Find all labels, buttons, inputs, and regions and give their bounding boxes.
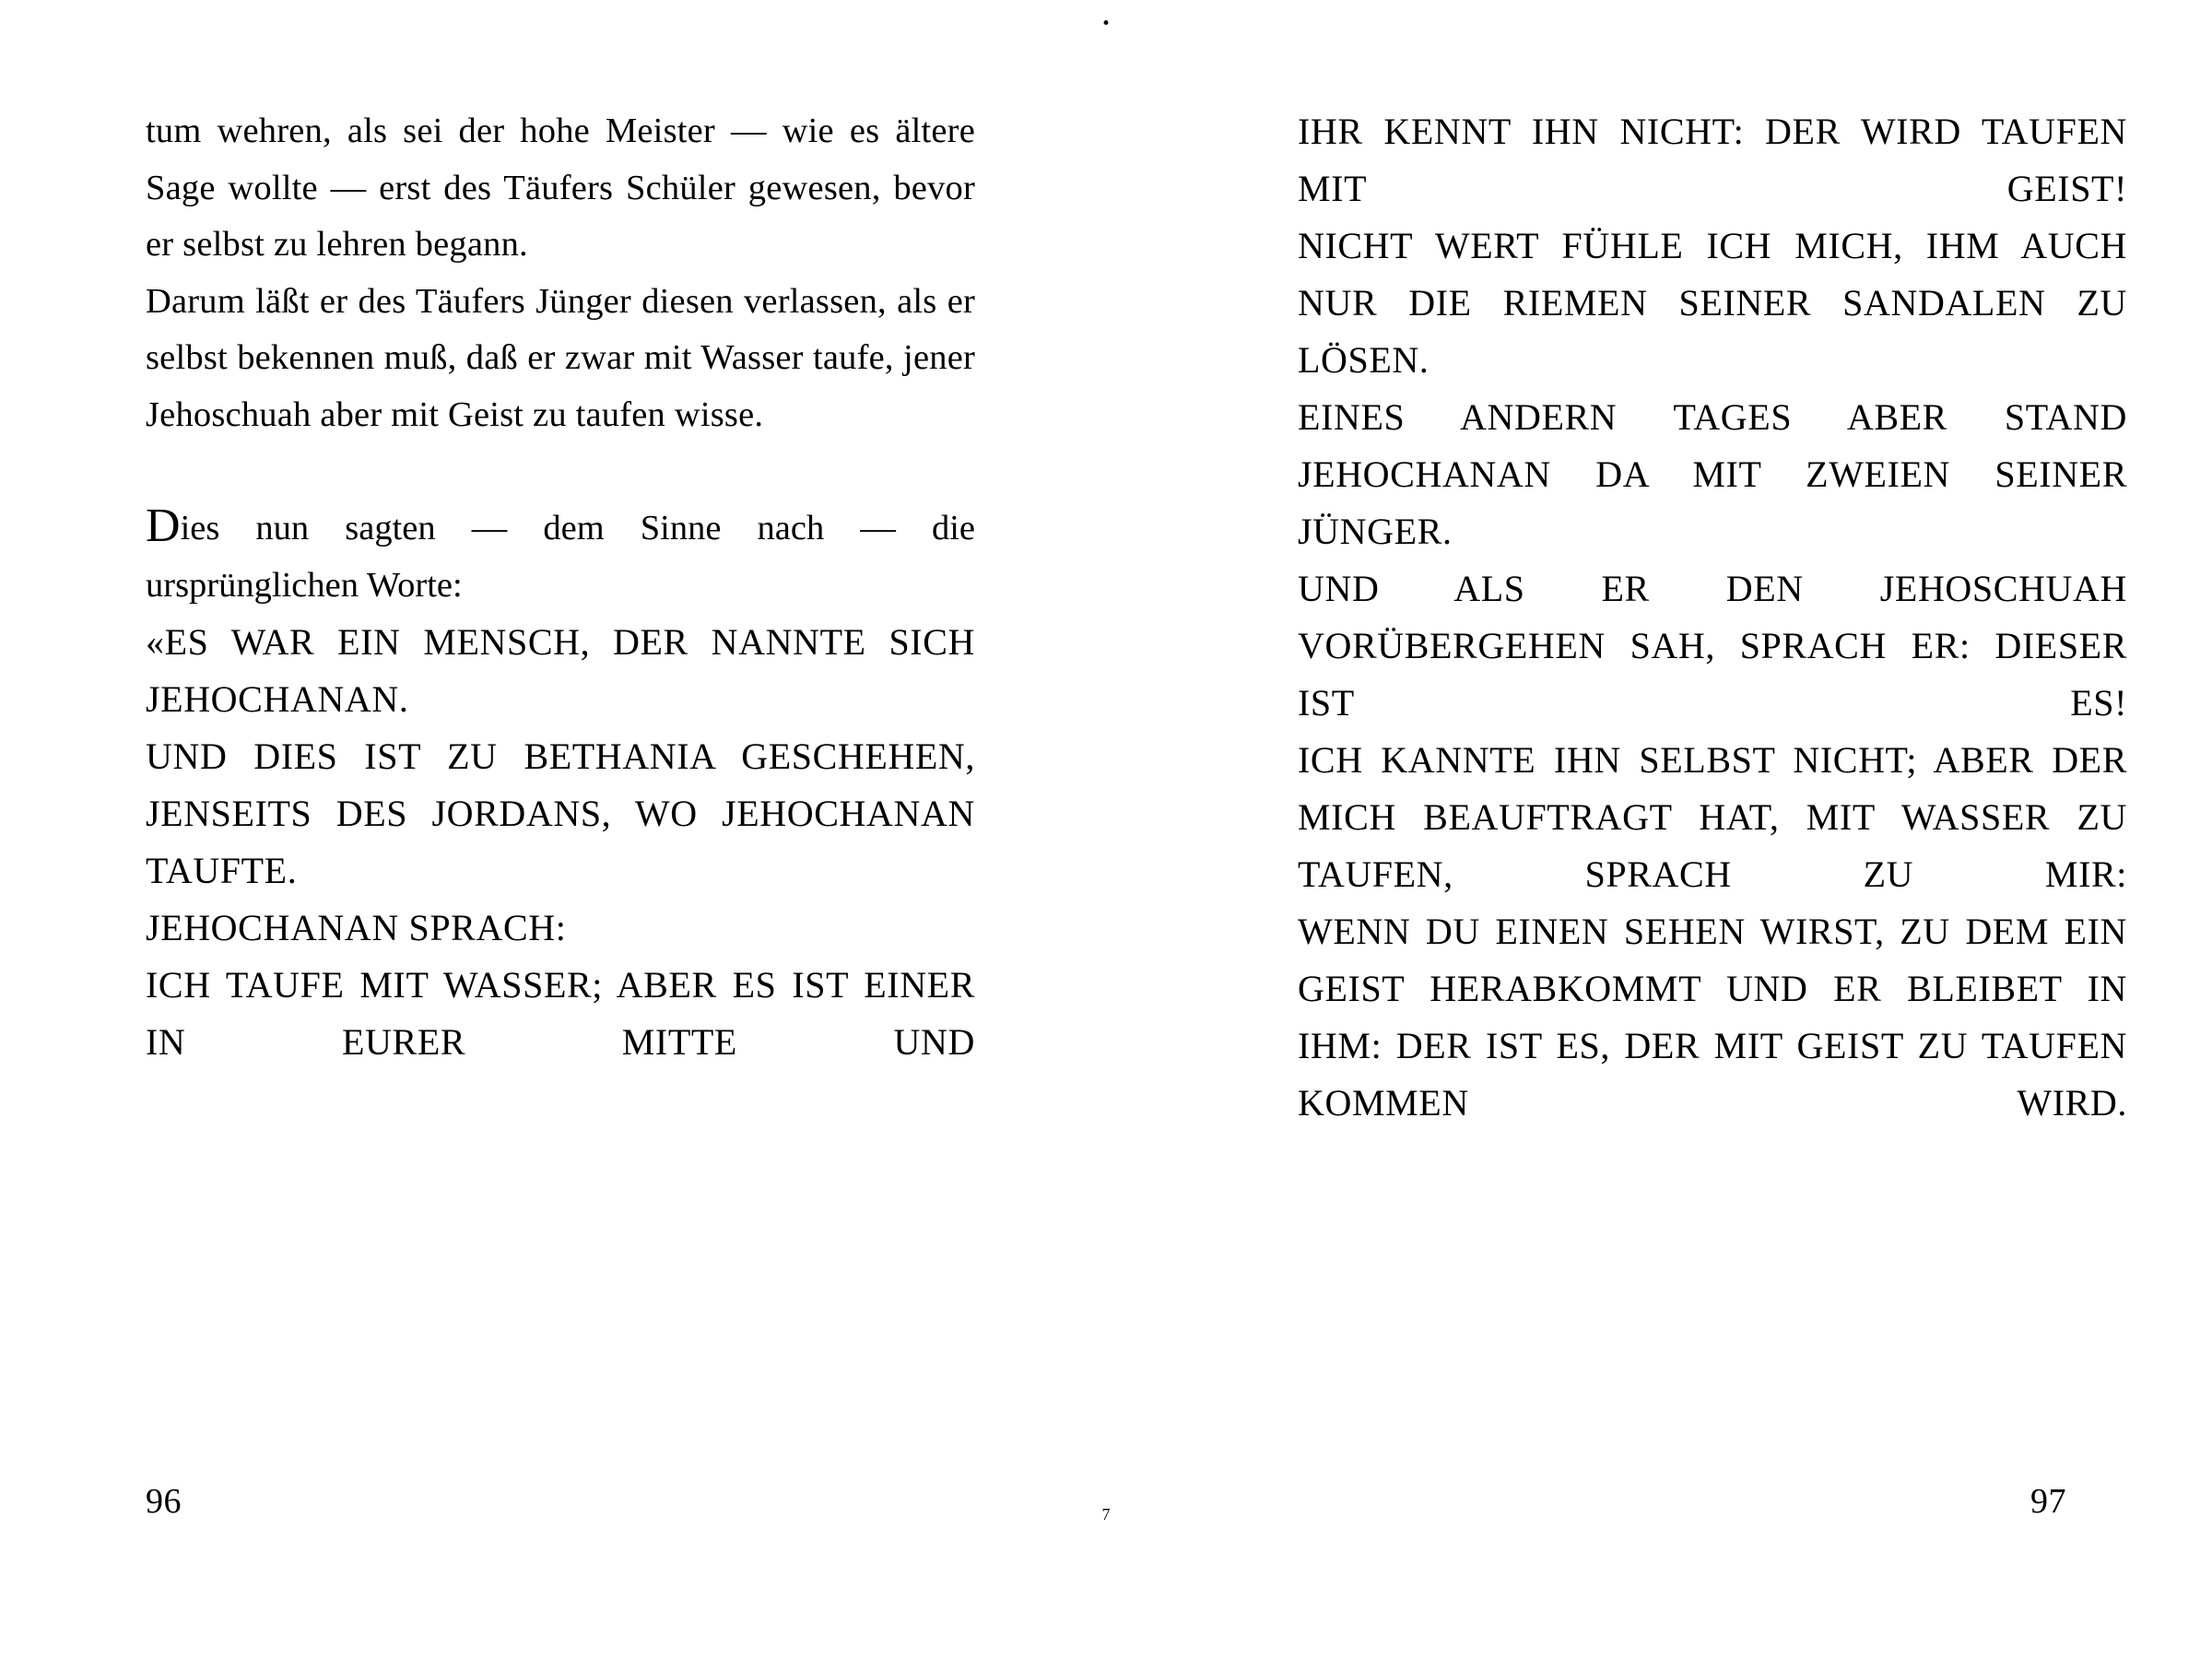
- quote-line-2: UND DIES IST ZU BETHANIA GESCHEHEN, JENSEITS DES JORDANS, WO JEHOCHANAN TAUFTE.: [146, 735, 975, 891]
- quote-line-5: IHR KENNT IHN NICHT: DER WIRD TAUFEN MIT GEIST!: [1298, 111, 2127, 209]
- quote-line-3: JEHOCHANAN SPRACH:: [146, 907, 567, 948]
- right-page: [1106, 0, 2212, 1659]
- left-text-column: [146, 103, 975, 1071]
- quote-line-4: ICH TAUFE MIT WASSER; ABER ES IST EINER IN EURER MITTE UND: [146, 964, 975, 1063]
- quote-line-9: ICH KANNTE IHN SELBST NICHT; ABER DER MICH BEAUFTRAGT HAT, MIT WASSER ZU TAUFEN, SPRACH ZU MIR:: [1298, 739, 2127, 895]
- quote-line-10: WENN DU EINEN SEHEN WIRST, ZU DEM EIN GEIST HERABKOMMT UND ER BLEIBET IN IHM: DER IST ES, DER MIT GEIST ZU TAUFEN KOMMEN WIRD.: [1298, 911, 2127, 1124]
- signature-mark: 7: [1101, 1505, 1111, 1524]
- paragraph-dies-nun-sagten: [146, 500, 975, 614]
- drop-cap-letter: D: [146, 500, 181, 552]
- page-number-right: 97: [2030, 1482, 2066, 1521]
- page-number-left: 96: [146, 1482, 182, 1521]
- quote-line-7: EINES ANDERN TAGES ABER STAND JEHOCHANAN DA MIT ZWEIEN SEINER JÜNGER.: [1298, 396, 2127, 552]
- paragraph-spacer: [146, 443, 975, 500]
- quote-line-1: «ES WAR EIN MENSCH, DER NANNTE SICH JEHOCHANAN.: [146, 621, 975, 720]
- paragraph-darum: Darum läßt er des Täufers Jünger diesen verlassen, als er selbst bekennen muß, daß er zwar mit Wasser taufe, jener Jehoschuah aber mit Geist zu taufen wisse.: [146, 281, 975, 434]
- quote-line-8: UND ALS ER DEN JEHOSCHUAH VORÜBERGEHEN SAH, SPRACH ER: DIESER IST ES!: [1298, 568, 2127, 724]
- right-text-column: [1298, 103, 2127, 1132]
- drop-cap-text: ies nun sagten — dem Sinne nach — die ursprünglichen Worte:: [146, 509, 975, 605]
- quote-line-6: NICHT WERT FÜHLE ICH MICH, IHM AUCH NUR DIE RIEMEN SEINER SANDALEN ZU LÖSEN.: [1298, 225, 2127, 381]
- paragraph-continuation: tum wehren, als sei der hohe Meister — wie es ältere Sage wollte — erst des Täufers Schüler gewesen, bevor er selbst zu lehren begann.: [146, 112, 975, 264]
